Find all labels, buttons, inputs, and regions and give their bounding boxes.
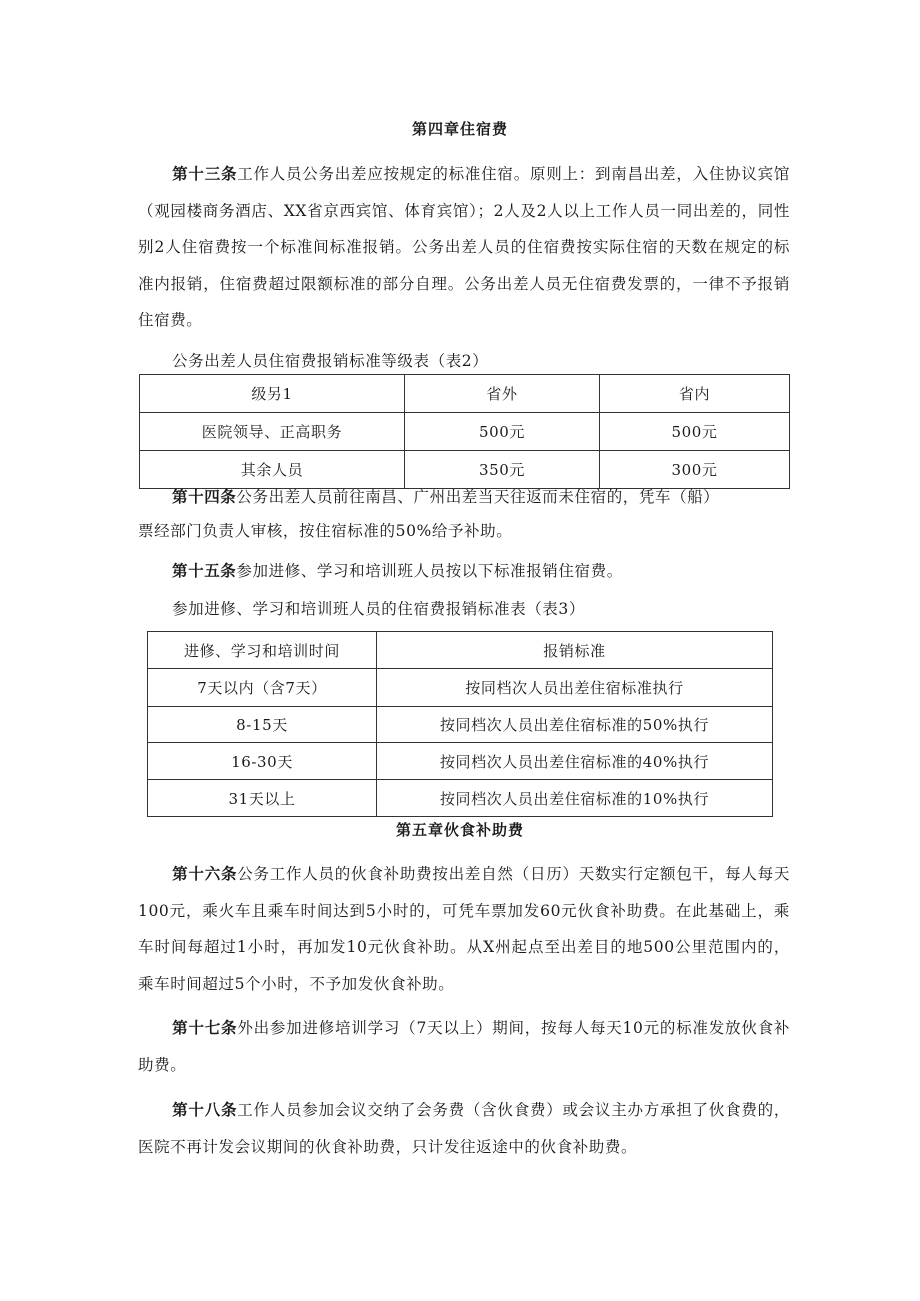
article-16-label: 第十六条: [172, 864, 238, 883]
article-15-text: 参加进修、学习和培训班人员按以下标准报销住宿费。: [236, 562, 623, 580]
table-row: [148, 669, 773, 707]
article-14-line1: 公务出差人员前往南昌、广州出差当天往返而未住宿的，凭车（船）: [236, 488, 720, 506]
table-3-cell: 按同档次人员出差住宿标准的40%执行: [377, 743, 773, 780]
table-2-cell: 医院领导、正高职务: [140, 413, 405, 451]
article-13-label: 第十三条: [172, 164, 238, 183]
article-18-text: 工作人员参加会议交纳了会务费（含伙食费）或会议主办方承担了伙食费的，医院不再计发会议期间的伙食补助费，只计发往返途中的伙食补助费。: [138, 1101, 790, 1156]
table-3: [147, 631, 773, 817]
table-2-header-row: [140, 375, 790, 413]
table-2-header-cell: 省外: [405, 375, 600, 413]
article-16: [138, 856, 790, 1002]
table-3-header-cell: 进修、学习和培训时间: [148, 632, 377, 669]
article-17: [138, 1010, 790, 1083]
table-2-cell: 350元: [405, 451, 600, 489]
article-14: [138, 479, 838, 516]
article-18: [138, 1092, 790, 1165]
chapter-4-title: 第四章住宿费: [411, 120, 508, 138]
table-3-cell: 按同档次人员出差住宿标准执行: [377, 669, 773, 707]
table-3-cell: 按同档次人员出差住宿标准的50%执行: [377, 707, 773, 743]
article-15: [138, 553, 790, 590]
table-3-cell: 31天以上: [148, 780, 377, 817]
article-17-text: 外出参加进修培训学习（7天以上）期间，按每人每天10元的标准发放伙食补助费。: [138, 1019, 790, 1074]
table-3-caption: 参加进修、学习和培训班人员的住宿费报销标准表（表3）: [172, 600, 585, 618]
article-13-text: 工作人员公务出差应按规定的标准住宿。原则上：到南昌出差，入住协议宾馆（观园楼商务酒店、XX省京西宾馆、体育宾馆）；2人及2人以上工作人员一同出差的，同性别2人住宿费按一个标准间标准报销。公务出差人员的住宿费按实际住宿的天数在规定的标准内报销，住宿费超过限额标准的部分自理。公务出差人员无住宿费发票的，一律不予报销住宿费。: [138, 165, 790, 329]
table-2-caption: 公务出差人员住宿费报销标准等级表（表2）: [172, 352, 489, 370]
article-14-label: 第十四条: [172, 487, 237, 506]
table-2: [139, 374, 790, 489]
table-2-cell: 500元: [405, 413, 600, 451]
table-2-cell: 500元: [600, 413, 790, 451]
article-17-label: 第十七条: [172, 1018, 238, 1037]
article-13: [138, 156, 790, 339]
table-3-cell: 8-15天: [148, 707, 377, 743]
table-3-header-row: [148, 632, 773, 669]
table-row: [148, 780, 773, 817]
table-row: [140, 413, 790, 451]
table-2-header-cell: 省内: [600, 375, 790, 413]
table-row: [148, 707, 773, 743]
table-3-cell: 按同档次人员出差住宿标准的10%执行: [377, 780, 773, 817]
table-3-cell: 16-30天: [148, 743, 377, 780]
table-2-header-cell: 级另1: [140, 375, 405, 413]
table-3-cell: 7天以内（含7天）: [148, 669, 377, 707]
article-16-text: 公务工作人员的伙食补助费按出差自然（日历）天数实行定额包干，每人每天100元，乘火车且乘车时间达到5小时的，可凭车票加发60元伙食补助费。在此基础上，乘车时间每超过1小时，再加发10元伙食补助。从X州起点至出差目的地500公里范围内的，乘车时间超过5个小时，不予加发伙食补助。: [138, 865, 790, 993]
article-15-label: 第十五条: [172, 561, 237, 580]
article-18-label: 第十八条: [172, 1100, 238, 1119]
table-2-cell: 其余人员: [140, 451, 405, 489]
table-row: [148, 743, 773, 780]
table-2-cell: 300元: [600, 451, 790, 489]
table-3-header-cell: 报销标准: [377, 632, 773, 669]
chapter-5-title: 第五章伙食补助费: [395, 821, 524, 839]
article-14-continued: 票经部门负责人审核，按住宿标准的50%给予补助。: [138, 522, 513, 540]
